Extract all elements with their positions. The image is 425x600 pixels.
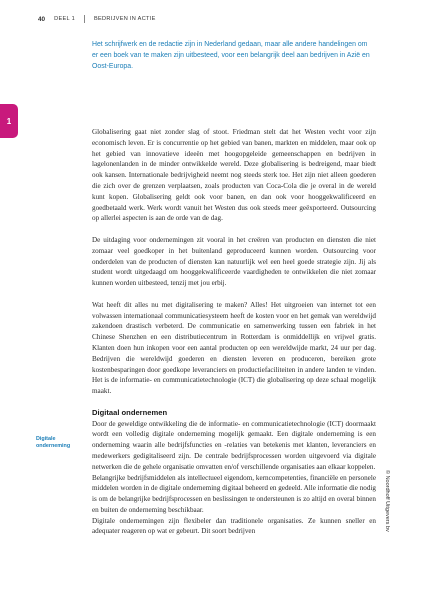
paragraph-flexibel: Digitale ondernemingen zijn flexibeler dan traditionele organisaties. Ze kunnen sneller en adequater reageren op wat er gebeurt. Dit soort bedrijven [92,516,376,536]
part-title: BEDRIJVEN IN ACTIE [93,16,156,22]
chapter-tab: 1 [0,104,18,138]
paragraph-digitale-onderneming: Door de geweldige ontwikkeling die de informatie- en communicatietechnologie (ICT) doormaakt wordt een volledig digitale onderneming mogelijk gemaakt. Een digitale onderneming is een onderneming waarin alle bedrijfsfuncties en -relaties van betekenis met klanten, leveranciers en medewerkers gedigitaliseerd zijn. De centrale bedrijfsprocessen worden uitgevoerd via digitale netwerken die de gehele organisatie omvatten en/of verschillende organisaties aan elkaar koppelen. [92,419,376,471]
margin-keyword: Digitale onderneming [36,436,71,449]
page-number: 40 [38,15,46,23]
part-label: DEEL 1 [54,16,75,22]
intro-text: Het schrijfwerk en de redactie zijn in Nederland gedaan, maar alle andere handelingen om er een boek van te maken zijn uitbesteed, voor een belangrijk deel aan bedrijven in Azië en Oost-Europa. [92,41,370,70]
paragraph-globalisering: Globalisering gaat niet zonder slag of stoot. Friedman stelt dat het Westen vecht voor zijn economisch leven. Er is concurrentie op het gebied van banen, markten en middelen, maar ook op het gebied van innovatieve ideeën met hoogopgeleide gemeenschappen en bedrijven in lagelonenlanden in de minder ontwikkelde wereld. Deze globalisering is bedreigend, maar biedt ook kansen. Internationale bedrijvigheid neemt nog steeds sterk toe. Het zijn niet alleen goederen die zich over de grenzen verplaatsen, zoals producten van Coca-Cola die je overal in de wereld kunt kopen. Globalisering geldt ook voor banen, en dan ook voor hooggekwalificeerd en goedbetaald werk. Werk wordt vanuit het Westen dus ook steeds meer geëxporteerd. Outsourcing op allerlei aspecten is aan de orde van de dag. [92,128,376,223]
section-heading: Digitaal ondernemen [92,407,168,417]
header-divider [84,15,85,23]
body-text [92,127,376,537]
paragraph-uitdaging: De uitdaging voor ondernemingen zit vooral in het creëren van producten en diensten die niet zomaar veel goedkoper in het buitenland geproduceerd kunnen worden. Outsourcing voor onderdelen van de producten of diensten kan natuurlijk wel een heel goede strategie zijn. Jij als student wordt uitgedaagd om hooggekwalificeerde vaardigheden te ontwikkelen die niet zomaar kunnen worden uitbesteed, tenzij met jou erbij. [92,235,376,288]
paragraph-bedrijfsmiddelen: Belangrijke bedrijfsmiddelen als intellectueel eigendom, kerncompetenties, financiële en personele middelen worden in de digitale onderneming digitaal beheerd en gedeeld. Alle informatie die nodig is om de belangrijke bedrijfsprocessen en beslissingen te ondersteunen is zo altijd en overal binnen en buiten de onderneming beschikbaar. [92,473,376,514]
paragraph-digitalisering: Wat heeft dit alles nu met digitalisering te maken? Alles! Het uitgroeien van internet tot een volwassen internationaal communicatiesysteem heeft de kosten voor en het gemak van wereldwijd zakendoen drastisch verbeterd. De communicatie en samenwerking tussen een fabriek in het Chinese Shenzhen en een distributiecentrum in Rotterdam is onmiddellijk en vrijwel gratis. Klanten doen hun inkopen voor een aantal producten op een wereldwijde markt, 24 uur per dag. Bedrijven die wereldwijd goederen en diensten leveren en produceren, bereiken grote kostenbesparingen door goedkope leveranciers en productiefaciliteiten in andere landen te vinden. Het is de informatie- en communicatietechnologie (ICT) die globalisering op deze schaal mogelijk maakt. [92,300,376,396]
copyright-notice: © Noordhoff Uitgevers bv [384,470,390,532]
running-header [38,12,405,26]
